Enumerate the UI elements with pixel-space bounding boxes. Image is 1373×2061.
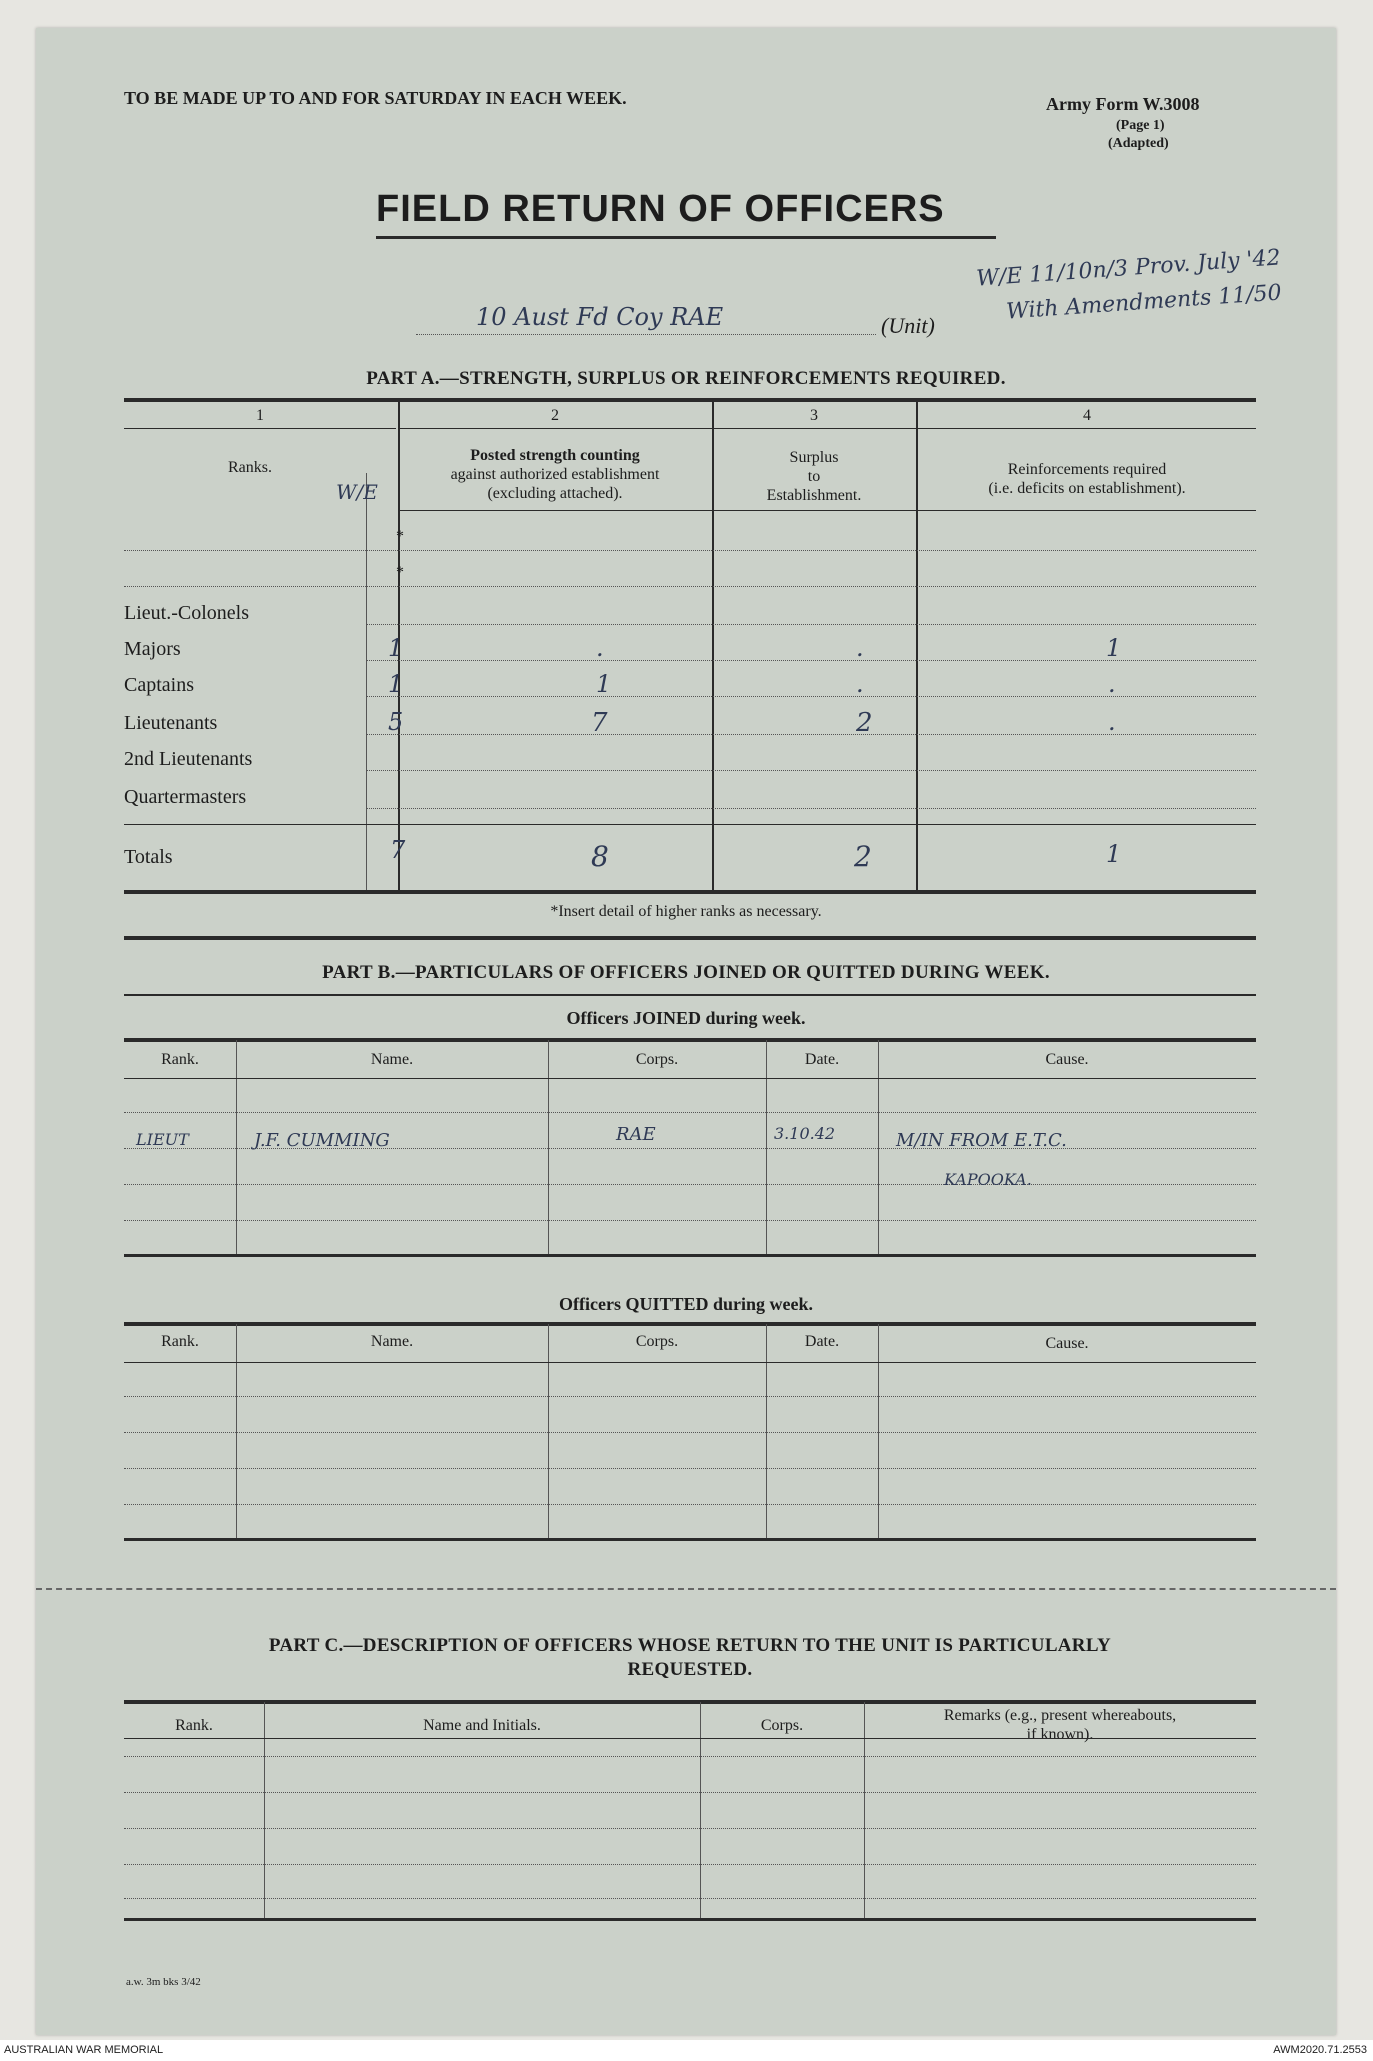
part-c-remarks-line2: if known). (1026, 1726, 1094, 1743)
part-c-title (124, 1634, 1256, 1682)
part-b-top-rule (124, 994, 1256, 996)
print-code: a.w. 3m bks 3/42 (126, 1976, 201, 1988)
instruction-text: TO BE MADE UP TO AND FOR SATURDAY IN EACH WEEK. (124, 88, 627, 108)
part-a-footnote-rule (124, 936, 1256, 940)
part-b-title: PART B.—PARTICULARS OF OFFICERS JOINED OR QUITTED DURING WEEK. (322, 962, 1050, 983)
star-1: * (396, 528, 404, 545)
rank-lieut-colonels: Lieut.-Colonels (124, 602, 249, 624)
reinf-header-line2: (i.e. deficits on establishment). (988, 480, 1186, 497)
form-sheet (36, 28, 1336, 2035)
joined-row-cause-line2: KAPOOKA. (944, 1170, 1032, 1189)
posted-header-line3: (excluding attached). (487, 485, 623, 502)
part-c-col-corps: Corps. (760, 1717, 804, 1734)
quitted-vline-1 (236, 1324, 237, 1538)
part-c-header-rule (124, 1738, 1256, 1739)
joined-col-date: Date. (804, 1051, 840, 1068)
posted-majors: . (596, 634, 604, 662)
unit-value: 10 Aust Fd Coy RAE (476, 303, 724, 331)
col-number-3: 3 (810, 407, 818, 424)
title-underline (376, 236, 996, 239)
rank-2nd-lieutenants: 2nd Lieutenants (124, 748, 253, 770)
we-lieutenants: 5 (388, 708, 404, 736)
posted-captains: 1 (596, 670, 612, 698)
quitted-col-name: Name. (370, 1333, 414, 1350)
joined-top-rule (124, 1038, 1256, 1042)
totals-label: Totals (124, 846, 173, 868)
archive-footer (0, 2040, 1373, 2061)
page-title: FIELD RETURN OF OFFICERS (376, 188, 945, 230)
quitted-vline-4 (878, 1324, 879, 1538)
rank-lieutenants: Lieutenants (124, 712, 218, 734)
totals-posted: 8 (591, 840, 609, 873)
quitted-vline-2 (548, 1324, 549, 1538)
joined-row-date: 3.10.42 (774, 1124, 836, 1143)
part-c-top-rule (124, 1700, 1256, 1704)
joined-vline-3 (766, 1040, 767, 1254)
reinf-header-line1: Reinforcements required (1007, 461, 1167, 478)
joined-vline-1 (236, 1040, 237, 1254)
part-c-title-line2: REQUESTED. (627, 1659, 753, 1680)
col-number-4: 4 (1083, 407, 1091, 424)
quitted-col-date: Date. (804, 1333, 840, 1350)
cols-number-rule (400, 428, 1256, 429)
unit-label: (Unit) (881, 313, 935, 338)
part-c-bottom-rule (124, 1918, 1256, 1921)
totals-top-rule (124, 824, 1256, 825)
star-2: * (396, 564, 404, 581)
rank-quartermasters: Quartermasters (124, 786, 247, 808)
joined-bottom-rule (124, 1254, 1256, 1257)
part-c-title-line1: PART C.—DESCRIPTION OF OFFICERS WHOSE RETURN TO THE UNIT IS PARTICULARLY (268, 1635, 1112, 1656)
surplus-lieutenants: 2 (856, 708, 873, 738)
rank-majors: Majors (124, 638, 181, 660)
part-a-top-rule (124, 398, 1256, 402)
col-number-1: 1 (256, 407, 264, 424)
posted-header (400, 446, 710, 503)
surplus-header-line3: Establishment. (766, 487, 862, 504)
quitted-top-rule (124, 1322, 1256, 1326)
surplus-header (714, 448, 914, 505)
unit-dotted-line (416, 334, 876, 335)
quitted-vline-3 (766, 1324, 767, 1538)
reinf-captains: . (1108, 670, 1116, 698)
reinf-header (918, 460, 1256, 498)
joined-title: Officers JOINED during week. (566, 1008, 806, 1028)
joined-vline-2 (548, 1040, 549, 1254)
we-note-line1: W/E 11/10n/3 Prov. July '42 (975, 245, 1282, 292)
totals-reinf: 1 (1106, 840, 1122, 868)
joined-col-corps: Corps. (635, 1051, 679, 1068)
reinf-majors: 1 (1106, 634, 1122, 662)
surplus-header-line2: to (807, 468, 821, 485)
quitted-bottom-rule (124, 1538, 1256, 1541)
part-c-col-name: Name and Initials. (423, 1717, 541, 1734)
reinf-lieutenants: . (1108, 708, 1116, 736)
quitted-header-rule (124, 1362, 1256, 1363)
posted-header-line2: against authorized establishment (450, 466, 660, 483)
perforation-line (36, 1588, 1336, 1590)
footer-left: AUSTRALIAN WAR MEMORIAL (4, 2044, 164, 2056)
col1-number-rule (124, 428, 396, 429)
joined-header-rule (124, 1078, 1256, 1079)
we-note-line2: With Amendments 11/50 (1005, 280, 1283, 325)
surplus-captains: . (856, 670, 864, 698)
quitted-col-cause: Cause. (1045, 1335, 1089, 1352)
we-header: W/E (336, 480, 378, 504)
part-a-title: PART A.—STRENGTH, SURPLUS OR REINFORCEMENTS REQUIRED. (366, 368, 1006, 389)
col-number-2: 2 (551, 407, 559, 424)
part-c-col-rank: Rank. (175, 1717, 213, 1734)
quitted-col-rank: Rank. (161, 1333, 199, 1350)
rank-captains: Captains (124, 674, 194, 696)
quitted-col-corps: Corps. (635, 1333, 679, 1350)
surplus-majors: . (856, 634, 864, 662)
quitted-title: Officers QUITTED during week. (559, 1294, 813, 1314)
joined-row-rank: LIEUT (136, 1130, 189, 1149)
totals-we: 7 (390, 836, 406, 864)
posted-header-line1: Posted strength counting (470, 447, 640, 464)
part-a-header-rule (400, 510, 1256, 511)
we-majors: 1 (388, 634, 404, 662)
joined-col-rank: Rank. (161, 1051, 199, 1068)
joined-vline-4 (878, 1040, 879, 1254)
joined-row-cause: M/IN FROM E.T.C. (896, 1130, 1067, 1151)
part-a-we-divider (366, 473, 367, 891)
joined-row-name: J.F. CUMMING (254, 1130, 390, 1151)
part-c-remarks-line1: Remarks (e.g., present whereabouts, (943, 1707, 1177, 1724)
part-a-footnote: *Insert detail of higher ranks as necessary. (550, 903, 822, 920)
form-number: Army Form W.3008 (1046, 94, 1200, 114)
joined-col-name: Name. (370, 1051, 414, 1068)
we-captains: 1 (388, 670, 404, 698)
ranks-header: Ranks. (228, 459, 272, 476)
joined-row-corps: RAE (616, 1124, 656, 1145)
totals-surplus: 2 (854, 840, 872, 873)
footer-right: AWM2020.71.2553 (1273, 2044, 1367, 2056)
joined-col-cause: Cause. (1045, 1051, 1089, 1068)
form-page: (Page 1) (1116, 118, 1165, 133)
part-a-bottom-rule (124, 890, 1256, 894)
posted-lieutenants: 7 (591, 708, 608, 738)
surplus-header-line1: Surplus (789, 449, 839, 466)
form-adapted: (Adapted) (1108, 136, 1169, 151)
